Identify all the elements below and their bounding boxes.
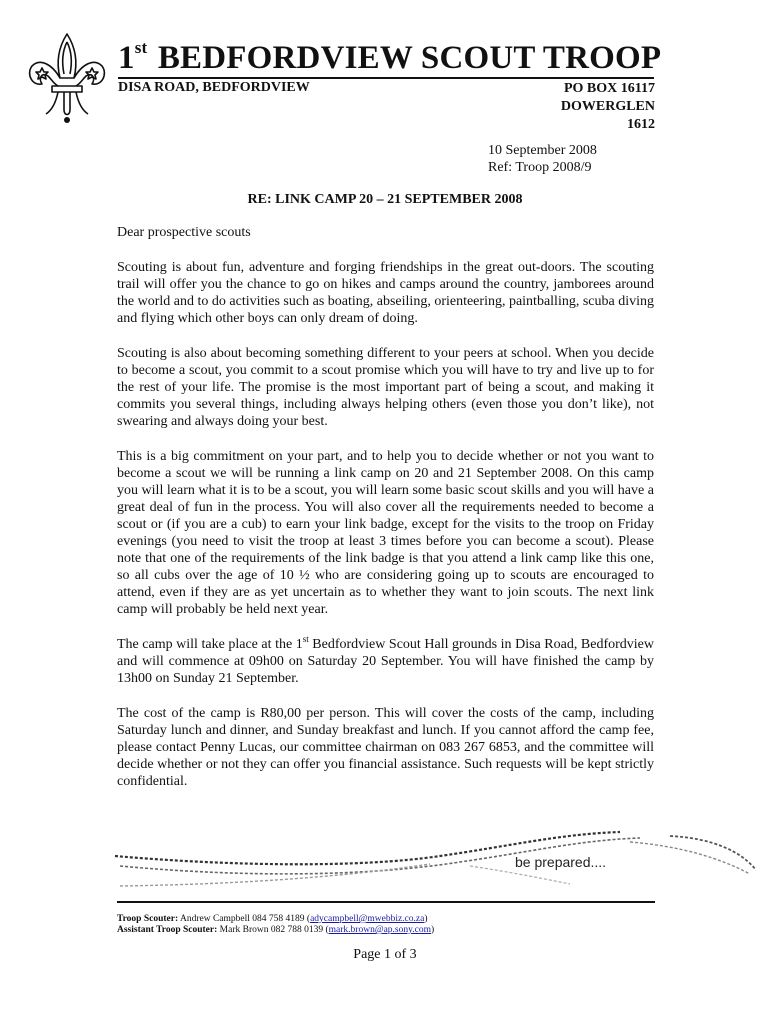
letter-reference: Ref: Troop 2008/9 bbox=[488, 160, 592, 175]
page-title: 1st BEDFORDVIEW SCOUT TROOP bbox=[118, 38, 662, 76]
paragraph: Scouting is about fun, adventure and forging friendships in the great out-doors. The scouting trail will offer you the chance to go on hikes and camps around the country, jamborees around the world and to do activities such as boating, abseiling, orienteering, paintballing, scuba diving and flying which other boys can only dream of doing. bbox=[117, 260, 654, 326]
letter-body bbox=[117, 224, 654, 808]
be-prepared-banner bbox=[110, 826, 760, 896]
paragraph: The camp will take place at the 1st Bedfordview Scout Hall grounds in Disa Road, Bedfordview and will commence at 09h00 on Saturday 20 September. You will have finished the camp by 13h00 on Sunday 21 September. bbox=[117, 634, 654, 686]
salutation: Dear prospective scouts bbox=[117, 225, 251, 240]
page-number: Page 1 of 3 bbox=[353, 947, 417, 962]
motto-text: be prepared.... bbox=[515, 854, 607, 870]
paragraph: The cost of the camp is R80,00 per person. This will cover the costs of the camp, including Saturday lunch and dinner, and Sunday breakfast and lunch. If you cannot afford the camp fee, please contact Penny Lucas, our committee chairman on 083 267 6853, and the committee will decide whether or not they can offer you financial assistance. Such requests will be kept strictly confidential. bbox=[117, 706, 654, 789]
paragraph: This is a big commitment on your part, and to help you to decide whether or not you want to become a scout we will be running a link camp on 20 and 21 September 2008. On this camp you will learn what it is to be a scout, you will learn some basic scout skills and you will have a great deal of fun in the process. You will also cover all the requirements needed to become a scout or (if you are a cub) to earn your link badge, except for the visits to the troop on Friday evenings (you need to visit the troop at least 3 times before you can become a scout). Please note that one of the requirements of the link badge is that you attend a link camp like this one, so all cubs over the age of 10 ½ who are considering going up to scouts are encouraged to attend, even if they are as yet uncertain as to whether they want to join scouts. The next link camp will probably be held next year. bbox=[117, 449, 654, 617]
contact-footer bbox=[117, 914, 434, 936]
title-underline bbox=[118, 77, 654, 79]
footer-divider bbox=[117, 901, 655, 903]
postal-address bbox=[561, 80, 655, 134]
scouter-email-link[interactable]: adycampbell@mwebbiz.co.za bbox=[310, 914, 425, 924]
postal-line: DOWERGLEN bbox=[560, 99, 655, 114]
assistant-scouter-line: Assistant Troop Scouter: Mark Brown 082 788 0139 (mark.brown@ap.sony.com) bbox=[117, 925, 435, 935]
postal-line: 1612 bbox=[627, 117, 655, 132]
subject-line: RE: LINK CAMP 20 – 21 SEPTEMBER 2008 bbox=[247, 192, 523, 207]
troop-scouter-line: Troop Scouter: Andrew Campbell 084 758 4189 (adycampbell@mwebbiz.co.za) bbox=[117, 914, 428, 924]
street-address: DISA ROAD, BEDFORDVIEW bbox=[118, 80, 310, 95]
fleur-de-lis-logo bbox=[22, 30, 112, 126]
paragraph: Scouting is also about becoming something different to your peers at school. When you decide to become a scout, you commit to a scout promise which you will have to try and live up to for the rest of your life. The promise is the most important part of being a scout, and making it commits you several things, including always helping others (even those you don’t like), not swearing and always doing your best. bbox=[117, 346, 654, 429]
date-reference-block bbox=[488, 142, 597, 176]
postal-line: PO BOX 16117 bbox=[563, 81, 655, 96]
assistant-email-link[interactable]: mark.brown@ap.sony.com bbox=[328, 925, 431, 935]
letter-date: 10 September 2008 bbox=[488, 143, 597, 158]
